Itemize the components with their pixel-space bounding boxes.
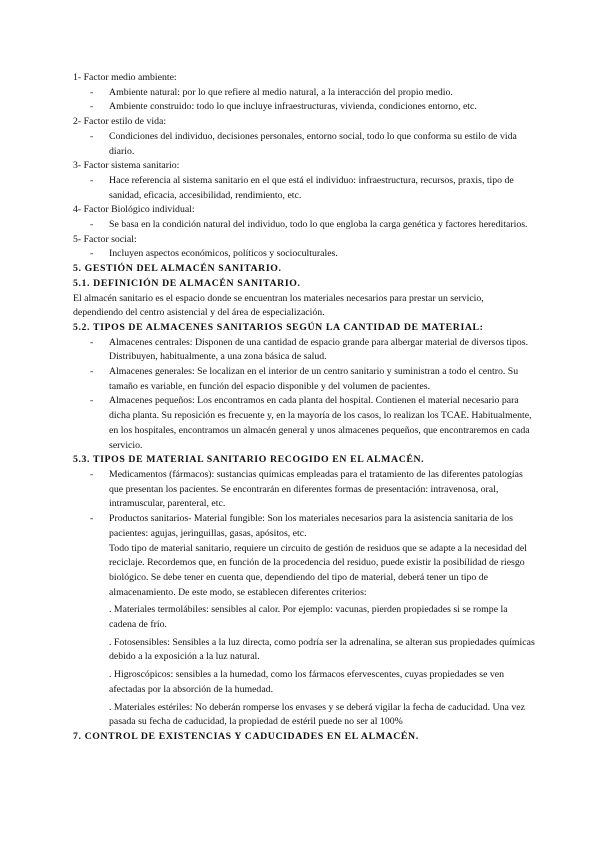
section-5-3-heading: 5.3. TIPOS DE MATERIAL SANITARIO RECOGIDO EN EL ALMACÉN.	[73, 454, 425, 466]
section-5-1-text: El almacén sanitario es el espacio donde se encuentran los materiales necesarios para prestar un servicio, dependiendo del centro asistencial y del área de especialización.	[73, 292, 484, 319]
list-item	[73, 247, 535, 262]
section-5-heading: 5. GESTIÓN DEL ALMACÉN SANITARIO.	[73, 263, 282, 275]
list-item-text: Almacenes centrales: Disponen de una cantidad de espacio grande para albergar material de diversos tipos. Distribuyen, habitualmente, a una zona básica de salud.	[109, 336, 529, 363]
bullet-dash: -	[90, 86, 94, 98]
list-item-text: Almacenes pequeños: Los encontramos en cada planta del hospital. Contienen el material necesario para dicha planta. Su reposición es frecuente y, en la mayoría de los casos, lo realizan los TCAE. Habitualmente, en los hospitales, encontramos un almacén general y unos almacenes pequeños, que encontraremos en cada servicio.	[109, 395, 532, 451]
section-7-heading: 7. CONTROL DE EXISTENCIAS Y CADUCIDADES EN EL ALMACÉN.	[73, 730, 419, 742]
criterion-item: . Materiales termolábiles: sensibles al calor. Por ejemplo: vacunas, pierden propiedades si se rompe la cadena de frío.	[109, 604, 508, 631]
bullet-dash: -	[90, 366, 94, 378]
list-item	[73, 130, 535, 159]
list-item-text: Condiciones del individuo, decisiones personales, entorno social, todo lo que conforma su estilo de vida diario.	[109, 130, 517, 157]
list-item-text: Se basa en la condición natural del individuo, todo lo que engloba la carga genética y factores hereditarios.	[109, 219, 528, 231]
document-page	[73, 71, 535, 745]
section-5-1-heading: 5.1. DEFINICIÓN DE ALMACÉN SANITARIO.	[73, 277, 301, 289]
factor-5-title: 5- Factor social:	[73, 233, 137, 245]
bullet-dash: -	[90, 101, 94, 113]
bullet-dash: -	[90, 130, 94, 142]
list-item-text: Ambiente construido: todo lo que incluye infraestructuras, vivienda, condiciones entorno, etc.	[109, 101, 477, 113]
list-item	[73, 86, 535, 101]
factor-3-title: 3- Factor sistema sanitario:	[73, 160, 180, 172]
list-item	[73, 394, 535, 453]
factor-2-title: 2- Factor estilo de vida:	[73, 116, 167, 128]
list-item-text: Hace referencia al sistema sanitario en el que está el individuo: infraestructura, recursos, praxis, tipo de sanidad, eficacia, accesibilidad, rendimiento, etc.	[109, 174, 514, 201]
section-5-2-heading: 5.2. TIPOS DE ALMACENES SANITARIOS SEGÚN LA CANTIDAD DE MATERIAL:	[73, 321, 484, 333]
list-item	[73, 218, 535, 233]
criterion-item: . Fotosensibles: Sensibles a la luz directa, como podría ser la adrenalina, se alteran sus propiedades químicas debido a la exposición a la luz natural.	[109, 636, 535, 663]
list-item	[73, 365, 535, 394]
criterion-item: . Higroscópicos: sensibles a la humedad, como los fármacos efervescentes, cuyas propiedades se ven afectadas por la absorción de la humedad.	[109, 669, 505, 695]
bullet-dash: -	[90, 513, 94, 525]
residuos-paragraph: Todo tipo de material sanitario, requiere un circuito de gestión de residuos que se adapte a la necesidad del reciclaje. Recordemos que, en función de la procedencia del residuo, puede existir la posibilidad de riesgo biológico. Se debe tener en cuenta que, dependiendo del tipo de material, deberá tener un tipo de almacenamiento. De este modo, se establecen diferentes criterios:	[109, 542, 527, 598]
list-item	[73, 336, 535, 365]
bullet-dash: -	[90, 248, 94, 260]
list-item-text: Productos sanitarios- Material fungible: Son los materiales necesarios para la asistencia sanitaria de los pacientes: agujas, jeringuillas, gasas, apósitos, etc.	[109, 513, 513, 539]
list-item	[73, 174, 535, 203]
bullet-dash: -	[90, 174, 94, 186]
bullet-dash: -	[90, 219, 94, 231]
bullet-dash: -	[90, 395, 94, 407]
bullet-dash: -	[90, 468, 94, 480]
criterion-item: . Materiales estériles: No deberán romperse los envases y se deberá vigilar la fecha de caducidad. Una vez pasada su fecha de caducidad, la propiedad de estéril puede no ser al 100%	[109, 701, 525, 728]
bullet-dash: -	[90, 336, 94, 348]
factor-1-title: 1- Factor medio ambiente:	[73, 72, 177, 83]
list-item-text: Almacenes generales: Se localizan en el interior de un centro sanitario y suministran a todo el centro. Su tamaño es variable, en función del espacio disponible y del volumen de pacientes.	[109, 366, 519, 392]
list-item-text: Ambiente natural: por lo que refiere al medio natural, a la interacción del propio medio.	[109, 86, 453, 98]
list-item	[73, 468, 535, 512]
list-item	[73, 100, 535, 115]
list-item-text: Incluyen aspectos económicos, políticos y socioculturales.	[109, 248, 338, 260]
list-item-text: Medicamentos (fármacos): sustancias químicas empleadas para el tratamiento de las diferentes patologías que presentan los pacientes. Se encontrarán en diferentes formas de presentación: intravenosa, oral, intramuscular, parenteral, etc.	[109, 468, 523, 510]
list-item	[73, 512, 535, 541]
factor-4-title: 4- Factor Biológico individual:	[73, 204, 195, 216]
